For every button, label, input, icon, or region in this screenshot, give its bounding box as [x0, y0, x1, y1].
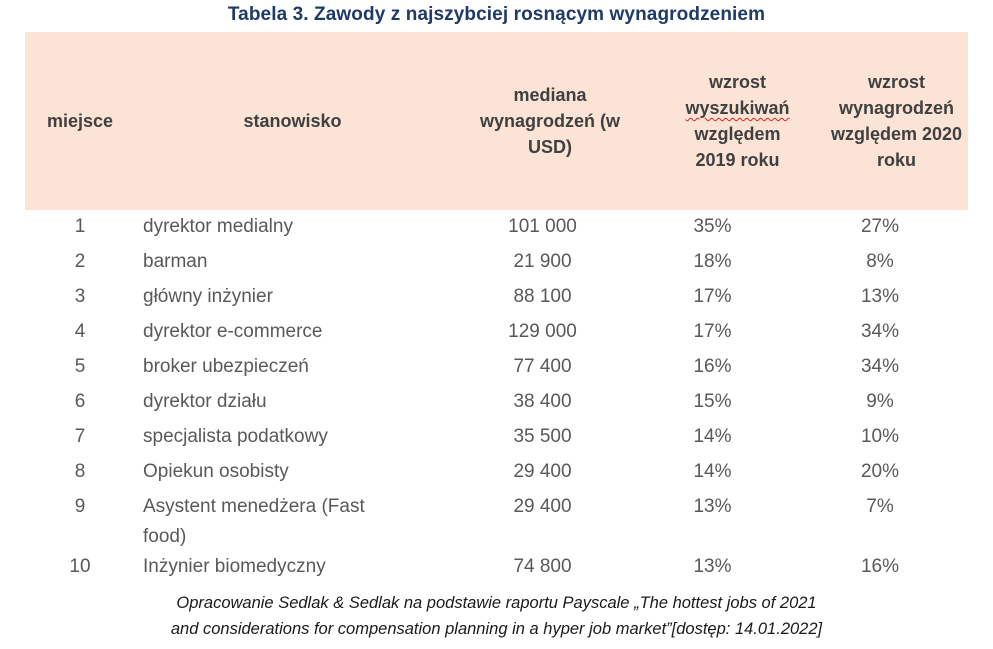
position-cell: dyrektor medialny [143, 216, 293, 237]
search-growth-cell: 18% [693, 251, 732, 272]
table-body [25, 210, 968, 585]
header-search-growth [650, 32, 825, 210]
median-cell: 21 900 [513, 251, 572, 272]
position-cell: dyrektor e-commerce [143, 321, 323, 342]
header-position-line: stanowisko [243, 111, 342, 131]
position-line: food) [143, 526, 187, 547]
rank-cell: 10 [69, 556, 91, 577]
table-row [25, 282, 968, 317]
salary-growth-cell: 8% [866, 251, 894, 272]
position-cell: specjalista podatkowy [143, 426, 328, 447]
median-cell: 129 000 [508, 321, 577, 342]
rank-cell: 8 [74, 461, 86, 482]
salary-growth-cell: 16% [860, 556, 900, 577]
search-growth-cell: 13% [693, 496, 732, 517]
position-cell: barman [143, 251, 208, 272]
salary-growth-cell: 10% [860, 426, 900, 447]
table-row [25, 352, 968, 387]
header-median-line: mediana [513, 85, 587, 105]
median-cell: 29 400 [513, 496, 572, 517]
salary-growth-cell: 20% [860, 461, 900, 482]
rank-cell: 9 [74, 496, 86, 517]
header-median-line: wynagrodzeń (w [479, 111, 620, 131]
header-position [135, 32, 450, 210]
median-cell: 88 100 [513, 286, 572, 307]
search-growth-cell: 17% [693, 286, 732, 307]
header-median-salary [450, 32, 650, 210]
salary-growth-cell: 34% [860, 321, 900, 342]
table-row [25, 317, 968, 352]
table-row [25, 492, 968, 552]
table-row [25, 422, 968, 457]
header-rank [25, 32, 135, 210]
rank-cell: 2 [74, 251, 86, 272]
header-median-line: USD) [527, 137, 572, 157]
rank-cell: 1 [74, 216, 86, 237]
median-cell: 74 800 [513, 556, 572, 577]
header-search-growth-line: wzrost [708, 72, 766, 92]
salary-growth-cell: 27% [860, 216, 900, 237]
rank-cell: 5 [74, 356, 86, 377]
header-search-growth-line: względem [694, 124, 781, 144]
search-growth-cell: 14% [693, 426, 732, 447]
rank-cell: 3 [74, 286, 86, 307]
median-cell: 29 400 [513, 461, 572, 482]
median-cell: 77 400 [513, 356, 572, 377]
header-rank-line: miejsce [46, 111, 114, 131]
spellcheck-underlined-word: wyszukiwań [685, 98, 790, 118]
position-line: Asystent menedżera (Fast [143, 496, 365, 517]
median-cell: 101 000 [508, 216, 577, 237]
salary-growth-cell: 13% [860, 286, 900, 307]
search-growth-cell: 16% [693, 356, 732, 377]
table-row [25, 212, 968, 247]
salary-growth-cell: 9% [866, 391, 894, 412]
salary-growth-cell: 7% [866, 496, 894, 517]
header-salary-growth-line: roku [876, 150, 916, 170]
search-growth-cell: 35% [693, 216, 732, 237]
position-cell [143, 492, 443, 552]
position-cell: Opiekun osobisty [143, 461, 289, 482]
median-cell: 38 400 [513, 391, 572, 412]
position-cell: dyrektor działu [143, 391, 267, 412]
header-salary-growth-line: względem 2020 [830, 124, 963, 144]
table-title: Tabela 3. Zawody z najszybciej rosnącym wynagrodzeniem [227, 4, 766, 25]
rank-cell: 6 [74, 391, 86, 412]
source-note-line: and considerations for compensation planning in a hyper job market”[dostęp: 14.01.2022] [170, 620, 823, 638]
table-row [25, 387, 968, 422]
search-growth-cell: 13% [693, 556, 732, 577]
search-growth-cell: 17% [693, 321, 732, 342]
position-cell: Inżynier biomedyczny [143, 556, 326, 577]
search-growth-cell: 15% [693, 391, 732, 412]
header-salary-growth-line: wzrost [867, 72, 925, 92]
position-cell: broker ubezpieczeń [143, 356, 309, 377]
median-cell: 35 500 [513, 426, 572, 447]
table-row [25, 247, 968, 282]
table-row [25, 552, 968, 587]
header-salary-growth-line: wynagrodzeń [838, 98, 954, 118]
search-growth-cell: 14% [693, 461, 732, 482]
table-row [25, 457, 968, 492]
rank-cell: 7 [74, 426, 86, 447]
position-cell: główny inżynier [143, 286, 273, 307]
salary-growth-cell: 34% [860, 356, 900, 377]
header-search-growth-line: 2019 roku [695, 150, 780, 170]
source-note-line: Opracowanie Sedlak & Sedlak na podstawie raportu Payscale „The hottest jobs of 2021 [176, 594, 817, 612]
rank-cell: 4 [74, 321, 86, 342]
table-header [25, 32, 968, 210]
header-salary-growth [825, 32, 968, 210]
source-note [0, 590, 993, 642]
header-search-growth-line [685, 95, 789, 121]
